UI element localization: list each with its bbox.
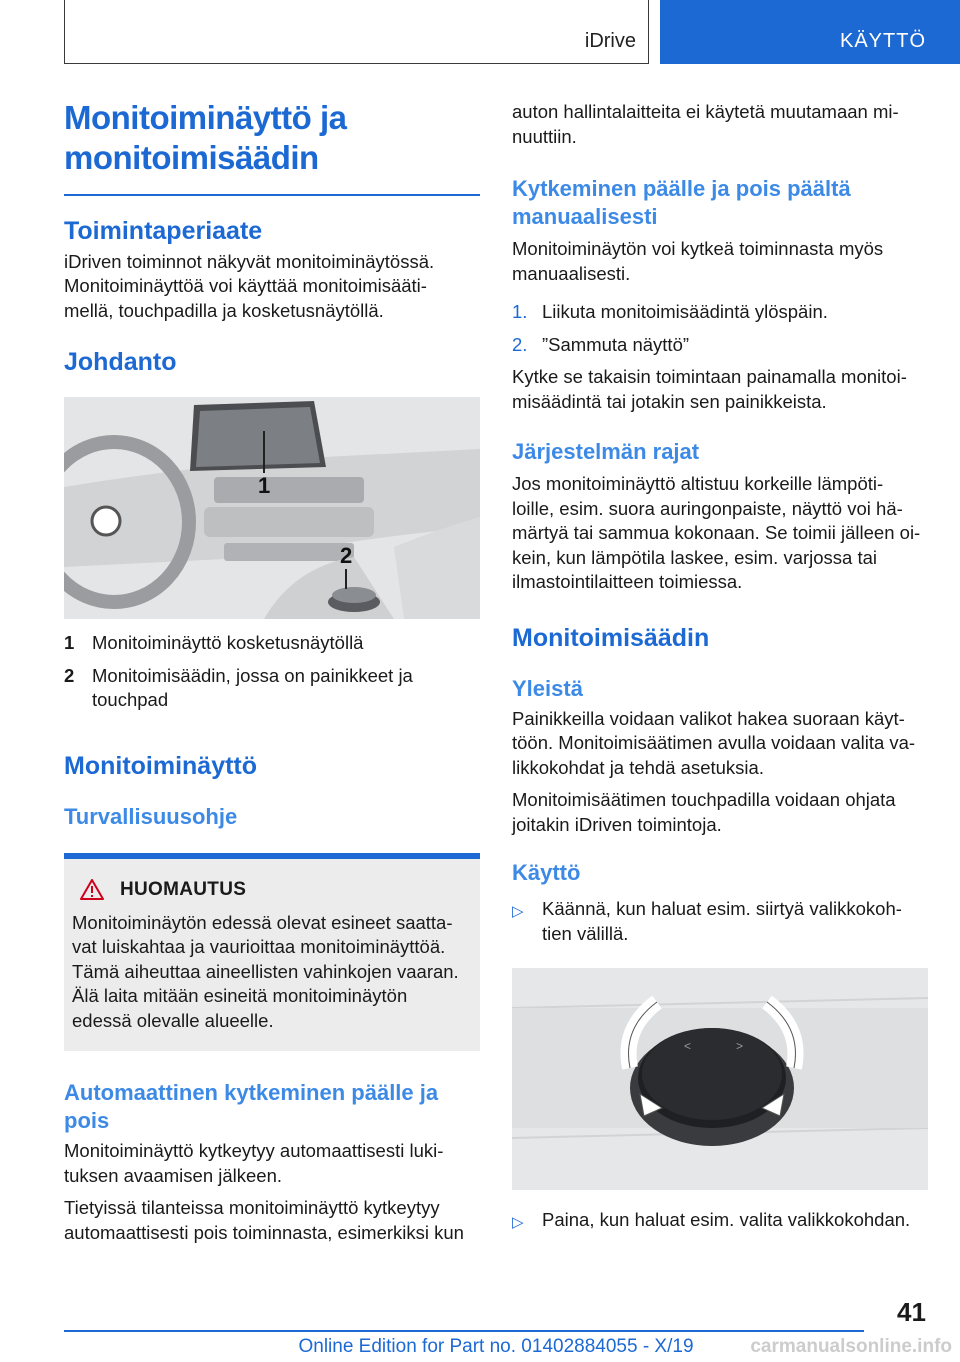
footer-edition: Online Edition for Part no. 01402884055 - X/19 xyxy=(298,1336,694,1357)
bullet-item xyxy=(512,897,928,946)
steps-list xyxy=(512,300,928,357)
general-heading: Yleistä xyxy=(512,675,583,701)
manual-heading xyxy=(512,175,928,231)
continued-line: auton hallintalaitteita ei käytetä muutamaan mi- xyxy=(512,101,899,122)
warning-line: Monitoiminäytön edessä olevat esineet saatta- xyxy=(72,911,453,933)
step-text: Liikuta monitoimisäädintä ylöspäin. xyxy=(542,301,828,322)
auto-paragraph-1 xyxy=(64,1139,480,1188)
restore-paragraph xyxy=(512,365,928,414)
auto-heading-line: pois xyxy=(64,1108,110,1133)
legend-item xyxy=(64,631,480,656)
general-line: Painikkeilla voidaan valikot hakea suoraan käyt- xyxy=(512,707,905,729)
limits-line: Jos monitoiminäyttö altistuu korkeille lämpöti- xyxy=(512,473,884,494)
page-title-line2: monitoimisäädin xyxy=(64,139,319,176)
usage-bullet-1 xyxy=(512,897,928,946)
legend-number: 1 xyxy=(64,632,75,653)
limits-line: kein, kun lämpötila laskee, esim. varjossa tai xyxy=(512,546,878,568)
bullet-text-line: Käännä, kun haluat esim. siirtyä valikkokoh- xyxy=(542,898,902,919)
general-paragraph-2 xyxy=(512,788,928,837)
principle-line: mellä, touchpadilla ja kosketusnäytöllä. xyxy=(64,299,384,321)
restore-line: misäädintä tai jotakin sen painikkeista. xyxy=(512,390,827,412)
footer-divider xyxy=(64,1330,864,1332)
controller-arrow-tl-icon: < xyxy=(684,1039,692,1053)
principle-paragraph xyxy=(64,250,480,324)
general-line: joitakin iDriven toimintoja. xyxy=(512,813,722,835)
legend-number: 2 xyxy=(64,664,75,686)
page-number: 41 xyxy=(897,1297,926,1327)
figure-legend xyxy=(64,631,480,713)
bullet-text: Paina, kun haluat esim. valita valikkokohdan. xyxy=(542,1209,911,1230)
dashboard-figure xyxy=(64,397,480,619)
controller-heading: Monitoimisäädin xyxy=(512,623,710,652)
general-paragraph-1 xyxy=(512,707,928,781)
limits-heading: Järjestelmän rajat xyxy=(512,439,700,464)
footer-watermark: carmanualsonline.info xyxy=(750,1336,952,1357)
auto-heading xyxy=(64,1079,480,1135)
right-column xyxy=(512,100,928,1236)
display-heading: Monitoiminäyttö xyxy=(64,751,258,780)
bullet-text xyxy=(542,897,902,946)
figure-label-2: 2 xyxy=(340,543,353,568)
page-title-line1: Monitoiminäyttö ja xyxy=(64,99,347,136)
bullet-text-line: tien välillä. xyxy=(542,922,629,944)
principle-line: Monitoiminäyttöä voi käyttää monitoimisääti- xyxy=(64,275,427,296)
title-divider xyxy=(64,194,480,196)
intro-heading: Johdanto xyxy=(64,348,177,376)
manual-heading-line: Kytkeminen päälle ja pois päältä xyxy=(512,176,851,201)
continued-line: nuuttiin. xyxy=(512,125,577,147)
continued-paragraph xyxy=(512,100,928,149)
auto-line: tuksen avaamisen jälkeen. xyxy=(64,1164,283,1186)
warning-header xyxy=(72,879,470,901)
principle-heading: Toimintaperiaate xyxy=(64,216,263,245)
figure-label-1: 1 xyxy=(258,473,271,498)
bullet-triangle-icon: ▷ xyxy=(512,1214,524,1231)
controller-figure xyxy=(512,968,928,1190)
general-line: Monitoimisäätimen touchpadilla voidaan ohjata xyxy=(512,789,896,810)
legend-text: Monitoiminäyttö kosketusnäytöllä xyxy=(92,632,364,653)
left-column xyxy=(64,98,480,1245)
general-line: likkokohdat ja tehdä asetuksia. xyxy=(512,756,764,778)
auto-line: automaattisesti pois toiminnasta, esimerkiksi kun xyxy=(64,1221,464,1243)
auto-paragraph-2 xyxy=(64,1196,480,1245)
manual-paragraph xyxy=(512,237,928,286)
safety-heading: Turvallisuusohje xyxy=(64,803,238,829)
limits-line: loille, esim. suora auringonpaiste, näyttö voi hä- xyxy=(512,497,903,519)
limits-line: märtyä tai sammua kokonaan. Se toimii jälleen oi- xyxy=(512,522,921,543)
dashboard-illustration xyxy=(64,397,480,619)
restore-line: Kytke se takaisin toimintaan painamalla monitoi- xyxy=(512,366,907,387)
warning-line: vat luiskahtaa ja vaurioittaa monitoiminäyttöä. xyxy=(72,936,446,957)
manual-line: Monitoiminäytön voi kytkeä toiminnasta myös xyxy=(512,238,884,259)
step-item xyxy=(512,333,928,358)
usage-bullet-2 xyxy=(512,1208,928,1236)
controller-illustration xyxy=(512,968,928,1190)
step-item xyxy=(512,300,928,325)
header-section-box xyxy=(64,0,649,64)
general-line: töön. Monitoimisäätimen avulla voidaan valita va- xyxy=(512,732,916,753)
bullet-triangle-icon: ▷ xyxy=(512,903,524,920)
manual-line: manuaalisesti. xyxy=(512,262,631,284)
page-title xyxy=(64,98,480,178)
step-text: ”Sammuta näyttö” xyxy=(542,333,690,355)
warning-line: Tämä aiheuttaa aineellisten vahinkojen vaaran. xyxy=(72,960,459,982)
header-section-label: iDrive xyxy=(584,30,636,52)
header-chapter-box xyxy=(660,0,960,64)
warning-box xyxy=(64,853,480,1052)
warning-line: edessä olevalle alueelle. xyxy=(72,1009,274,1031)
principle-line: iDriven toiminnot näkyvät monitoiminäytössä. xyxy=(64,250,435,272)
warning-triangle-icon xyxy=(72,879,112,901)
usage-heading: Käyttö xyxy=(512,860,581,885)
legend-text-line: touchpad xyxy=(92,689,169,710)
auto-line: Tietyissä tilanteissa monitoiminäyttö kytkeytyy xyxy=(64,1197,440,1218)
legend-text xyxy=(92,664,413,713)
auto-line: Monitoiminäyttö kytkeytyy automaattisesti luki- xyxy=(64,1140,444,1161)
header-chapter-label: KÄYTTÖ xyxy=(839,30,926,52)
step-number: 2. xyxy=(512,333,528,355)
limits-line: ilmastointilaitteen toimiessa. xyxy=(512,571,743,592)
auto-heading-line: Automaattinen kytkeminen päälle ja xyxy=(64,1080,439,1105)
bullet-item xyxy=(512,1208,928,1236)
manual-heading-line: manuaalisesti xyxy=(512,204,658,229)
warning-title: HUOMAUTUS xyxy=(120,878,247,900)
limits-paragraph xyxy=(512,472,928,595)
warning-text xyxy=(72,911,470,1034)
legend-item xyxy=(64,664,480,713)
legend-text-line: Monitoimisäädin, jossa on painikkeet ja xyxy=(92,664,413,686)
controller-arrow-tr-icon: > xyxy=(736,1039,744,1053)
step-number: 1. xyxy=(512,301,528,322)
warning-line: Älä laita mitään esineitä monitoiminäytön xyxy=(72,985,408,1006)
